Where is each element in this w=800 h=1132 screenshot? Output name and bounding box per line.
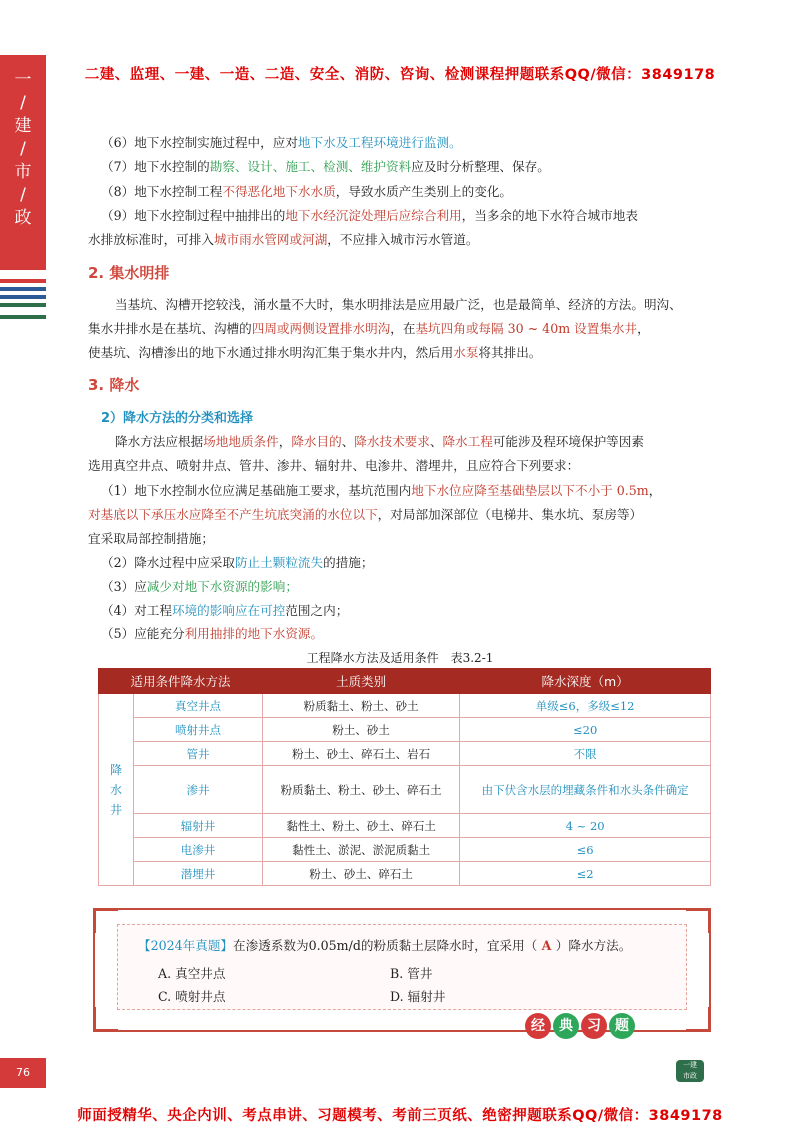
dewatering-table	[98, 668, 711, 886]
item-7	[101, 156, 721, 178]
exercise-question-end: ）降水方法。	[555, 938, 632, 953]
item-6	[101, 132, 721, 154]
s3-intro-2: 选用真空井点、喷射井点、管井、渗井、辐射井、电渗井、潜埋井，且应符合下列要求：	[88, 458, 580, 473]
group-label: 降 水 井	[99, 694, 134, 886]
badge-char: 典	[553, 1013, 579, 1039]
frame-corner-icon	[93, 908, 118, 933]
depth-cell: 不限	[460, 742, 711, 766]
s2-l3-highlight: 水泵	[453, 345, 479, 360]
req-1-sep: ，	[648, 483, 662, 498]
method-cell: 渗井	[134, 766, 263, 814]
req-4-highlight: 环境的影响应在可控	[171, 603, 286, 618]
req-1-highlight: 地下水位应降至基础垫层以下不小于 0.5m	[411, 483, 649, 498]
exercise-tag: 【2024年真题】	[138, 938, 234, 953]
badge-char: 经	[525, 1013, 551, 1039]
table-header-row	[99, 669, 711, 694]
item-8-text: （8）地下水控制工程	[101, 184, 223, 199]
soil-cell: 粉质黏土、粉土、砂土、碎石土	[263, 766, 460, 814]
req-5-text: （5）应能充分	[101, 626, 185, 641]
requirement-1-end: 宜采取局部控制措施；	[88, 531, 214, 546]
method-cell: 喷射井点	[134, 718, 263, 742]
table-row	[99, 838, 711, 862]
section-2-line-1: 当基坑、沟槽开挖较浅，涌水量不大时，集水明排法是应用最广泛，也是最简单、经济的方法。明沟、	[115, 297, 682, 312]
req-3-text: （3）应	[101, 579, 147, 594]
option-b: B. 管井	[390, 966, 433, 981]
method-cell: 潜埋井	[134, 862, 263, 886]
depth-cell: 由下伏含水层的埋藏条件和水头条件确定	[460, 766, 711, 814]
depth-cell: 单级≤6，多级≤12	[460, 694, 711, 718]
chapter-label: 一 / 建 / 市 / 政	[14, 70, 32, 228]
req-2-highlight: 防止土颗粒流失	[234, 555, 324, 570]
s2-l3-text-end: 将其排出。	[478, 345, 542, 360]
requirement-5	[101, 623, 721, 645]
depth-cell: ≤20	[460, 718, 711, 742]
frame-corner-icon	[686, 908, 711, 933]
bottom-banner: 师面授精华、央企内训、考点串讲、习题模考、考前三页纸、绝密押题联系QQ/微信：3849178	[77, 1108, 723, 1124]
item-7-highlight: 勘察、设计、施工、检测、维护资料	[209, 159, 412, 174]
header-depth: 降水深度（m）	[460, 669, 711, 694]
req-1b-text: ，对局部加深部位（电梯井、集水坑、泵房等）	[377, 507, 643, 522]
item-9-text-end: ，当多余的地下水符合城市地表	[461, 208, 638, 223]
s2-l2-text-mid: ，在	[390, 321, 416, 336]
table-row	[99, 862, 711, 886]
item-9-cont-text-end: ，不应排入城市污水管道。	[327, 232, 479, 247]
stripe-blue-2	[0, 295, 46, 299]
s3-intro-sep-3: 、	[429, 434, 443, 449]
depth-cell: 4 ~ 20	[460, 814, 711, 838]
section-3-subtitle: 2）降水方法的分类和选择	[101, 411, 254, 426]
s2-l2-highlight-2: 基坑四角或每隔 30 ~ 40m 设置集水井	[415, 321, 638, 336]
stripe-blue	[0, 287, 46, 291]
requirement-1-cont	[88, 504, 708, 526]
table-row	[99, 694, 711, 718]
method-cell: 管井	[134, 742, 263, 766]
depth-cell: ≤6	[460, 838, 711, 862]
section-2-line-3	[88, 342, 708, 364]
chapter-side-tab	[0, 55, 46, 270]
option-a: A. 真空井点	[158, 966, 226, 981]
item-9-cont-text: 水排放标准时，可排入	[88, 232, 214, 247]
s3-intro-1	[115, 431, 735, 453]
section-3-title: 3. 降水	[88, 376, 140, 394]
requirement-2	[101, 552, 721, 574]
soil-cell: 黏性土、淤泥、淤泥质黏土	[263, 838, 460, 862]
req-4-text: （4）对工程	[101, 603, 172, 618]
table-caption: 工程降水方法及适用条件 表3.2-1	[306, 651, 494, 665]
item-8	[101, 181, 721, 203]
item-9	[101, 205, 721, 227]
top-banner: 二建、监理、一建、一造、二造、安全、消防、咨询、检测课程押题联系QQ/微信：3849178	[84, 67, 716, 83]
table-row	[99, 814, 711, 838]
req-2-text: （2）降水过程中应采取	[101, 555, 235, 570]
badge-char: 习	[581, 1013, 607, 1039]
s3-intro-hl-3: 降水技术要求	[354, 434, 430, 449]
stripe-red	[0, 279, 46, 283]
s2-l3-text: 使基坑、沟槽渗出的地下水通过排水明沟汇集于集水井内，然后用	[88, 345, 454, 360]
s3-intro-sep-1: ，	[278, 434, 292, 449]
s2-l2-text-end: ，	[637, 321, 650, 336]
req-4-text-end: 范围之内；	[285, 603, 349, 618]
exercise-answer: A	[537, 938, 556, 953]
frame-corner-icon	[686, 1007, 711, 1032]
method-cell: 辐射井	[134, 814, 263, 838]
section-2-line-2	[88, 318, 708, 340]
soil-cell: 黏性土、粉土、砂土、碎石土	[263, 814, 460, 838]
table-row	[99, 742, 711, 766]
section-2-title: 2. 集水明排	[88, 264, 170, 282]
s3-intro-sep-2: 、	[341, 434, 355, 449]
req-5-highlight: 利用抽排的地下水资源。	[184, 626, 324, 641]
s3-intro-text-end: 可能涉及程环境保护等因素	[492, 434, 644, 449]
option-d: D. 辐射井	[390, 989, 446, 1004]
item-7-text-end: 应及时分析整理、保存。	[411, 159, 550, 174]
item-8-text-end: ，导致水质产生类别上的变化。	[335, 184, 513, 199]
corner-tag: 一建 市政	[676, 1060, 704, 1082]
req-1b-highlight: 对基底以下承压水应降至不产生坑底突涌的水位以下	[88, 507, 378, 522]
method-cell: 真空井点	[134, 694, 263, 718]
soil-cell: 粉质黏土、粉土、砂土	[263, 694, 460, 718]
option-c: C. 喷射井点	[158, 989, 226, 1004]
item-6-text: （6）地下水控制实施过程中，应对	[101, 135, 298, 150]
item-7-text: （7）地下水控制的	[101, 159, 210, 174]
header-method: 适用条件降水方法	[99, 669, 263, 694]
requirement-4	[101, 600, 721, 622]
soil-cell: 粉土、砂土	[263, 718, 460, 742]
soil-cell: 粉土、砂土、碎石土、岩石	[263, 742, 460, 766]
item-9-cont-highlight: 城市雨水管网或河湖	[213, 232, 328, 247]
s2-l2-text: 集水井排水是在基坑、沟槽的	[88, 321, 252, 336]
depth-cell: ≤2	[460, 862, 711, 886]
item-6-highlight: 地下水及工程环境进行监测。	[297, 135, 462, 150]
soil-cell: 粉土、砂土、碎石土	[263, 862, 460, 886]
method-cell: 电渗井	[134, 838, 263, 862]
page-number: 76	[0, 1058, 46, 1088]
badge-char: 题	[609, 1013, 635, 1039]
s3-intro-hl-4: 降水工程	[442, 434, 493, 449]
exercise-question-text: 在渗透系数为0.05m/d的粉质黏土层降水时，宜采用（	[233, 938, 538, 953]
s3-intro-text: 降水方法应根据	[115, 434, 204, 449]
frame-corner-icon	[93, 1007, 118, 1032]
requirement-1	[101, 480, 721, 502]
exercise-question	[138, 935, 631, 954]
item-9-highlight: 地下水经沉淀处理后应综合利用	[285, 208, 462, 223]
table-row	[99, 718, 711, 742]
s2-l2-highlight: 四周或两侧设置排水明沟	[251, 321, 391, 336]
item-9-continued	[88, 229, 708, 251]
exercise-box	[93, 908, 711, 1032]
req-1-text: （1）地下水控制水位应满足基础施工要求，基坑范围内	[101, 483, 412, 498]
stripe-green-2	[0, 315, 46, 319]
req-3-highlight: 减少对地下水资源的影响；	[146, 579, 298, 594]
table-row	[99, 766, 711, 814]
stripe-green	[0, 303, 46, 307]
item-8-highlight: 不得恶化地下水水质	[222, 184, 336, 199]
exercise-inner	[117, 924, 687, 1010]
req-2-text-end: 的措施；	[323, 555, 374, 570]
header-soil: 土质类别	[263, 669, 460, 694]
requirement-3	[101, 576, 721, 598]
item-9-text: （9）地下水控制过程中抽排出的	[101, 208, 286, 223]
s3-intro-hl-2: 降水目的	[291, 434, 342, 449]
s3-intro-hl-1: 场地地质条件	[203, 434, 279, 449]
